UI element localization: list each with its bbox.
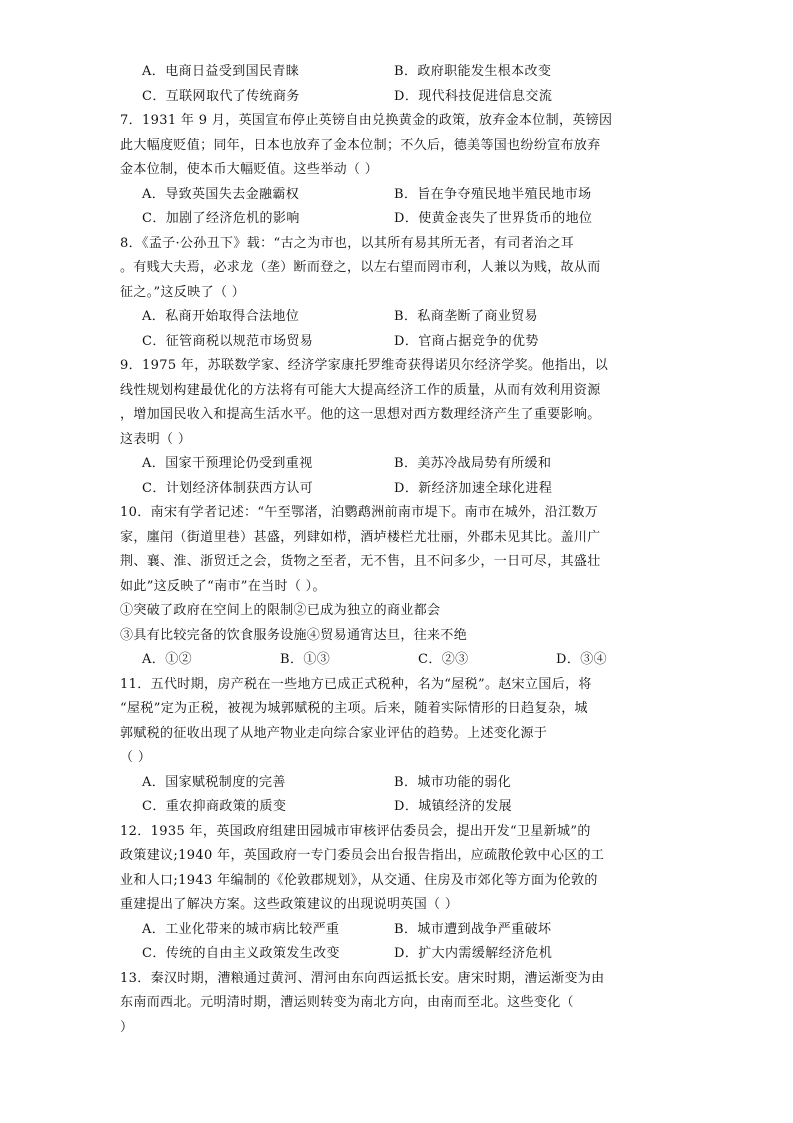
q8-stem-line: 征之。”这反映了（ ） xyxy=(120,284,246,300)
q8-option-b[interactable]: B．私商垄断了商业贸易 xyxy=(394,309,538,324)
q11-options-row-2 xyxy=(120,795,676,820)
q6-options-row-1 xyxy=(120,60,676,85)
exam-page xyxy=(120,60,676,1040)
q10-statement-line: ①突破了政府在空间上的限制②已成为独立的商业都会 xyxy=(120,603,441,618)
q12-option-a[interactable]: A．工业化带来的城市病比较严重 xyxy=(142,921,340,937)
q12-option-d[interactable]: D．扩大内需缓解经济危机 xyxy=(394,946,553,961)
q9-stem-line: 9．1975 年，苏联数学家、经济学家康托罗维奇获得诺贝尔经济学奖。他指出，以 xyxy=(120,358,609,373)
q10-stem-line: 10．南宋有学者记述：“午至鄂渚，泊鹦鹉洲前南市堤下。南市在城外，沿江数万 xyxy=(120,505,599,520)
q9-options-row-2 xyxy=(120,477,676,502)
q7-option-a[interactable]: A．导致英国失去金融霸权 xyxy=(142,186,300,202)
q6-options-row-2 xyxy=(120,85,676,110)
q11-stem-line: 郭赋税的征收出现了从地产物业走向综合家业评估的趋势。上述变化源于 xyxy=(120,725,548,741)
q8-option-a[interactable]: A．私商开始取得合法地位 xyxy=(142,309,300,324)
q6-option-d[interactable]: D．现代科技促进信息交流 xyxy=(394,88,553,104)
q8-stem-line: 8．《孟子·公孙丑下》载：“古之为市也，以其所有易其所无者，有司者治之耳 xyxy=(120,235,575,251)
q6-option-c[interactable]: C．互联网取代了传统商务 xyxy=(142,88,300,104)
q7-stem-line: 金本位制，使本币大幅贬值。这些举动（ ） xyxy=(120,162,379,177)
q10-option-c[interactable]: C．②③ xyxy=(418,652,469,667)
q10-option-a[interactable]: A．①② xyxy=(142,652,192,667)
q12-stem-line: 业和人口;1943 年编制的《伦敦郡规划》，从交通、住房及市郊化等方面为伦敦的 xyxy=(120,872,598,888)
q10-stem-line: 如此”这反映了“南市”在当时（ ）。 xyxy=(120,578,326,594)
q10-statement-line: ③具有比较完备的饮食服务设施④贸易通宵达旦，往来不绝 xyxy=(120,627,468,643)
q9-stem-line: ，增加国民收入和提高生活水平。他的这一思想对西方数理经济产生了重要影响。 xyxy=(120,407,601,422)
q7-options-row-2 xyxy=(120,207,676,232)
q9-option-c[interactable]: C．计划经济体制获西方认可 xyxy=(142,480,314,496)
q10-options-row xyxy=(120,648,676,673)
q11-option-d[interactable]: D．城镇经济的发展 xyxy=(394,799,513,814)
q9-option-a[interactable]: A．国家干预理论仍受到重视 xyxy=(142,456,313,471)
q13-stem-line: 13．秦汉时期，漕粮通过黄河、渭河由东向西运抵长安。唐宋时期，漕运渐变为由 xyxy=(120,970,605,986)
q11-stem-line: 11．五代时期，房产税在一些地方已成正式税种，名为“屋税”。赵宋立国后，将 xyxy=(120,676,592,692)
q11-stem-line: “屋税”定为正税，被视为城郭赋税的主项。后来，随着实际情形的日趋复杂，城 xyxy=(120,701,588,716)
q12-options-row-2 xyxy=(120,942,676,967)
q8-stem-line: 。有贱大夫焉，必求龙（垄）断而登之，以左右望而罔市利，人兼以为贱，故从而 xyxy=(120,260,601,275)
q9-option-d[interactable]: D．新经济加速全球化进程 xyxy=(394,480,553,496)
q9-stem-line: 线性规划构建最优化的方法将有可能大大提高经济工作的质量，从而有效利用资源 xyxy=(120,382,601,398)
q6-option-a[interactable]: A．电商日益受到国民青睐 xyxy=(142,64,300,79)
q9-options-row-1 xyxy=(120,452,676,477)
q12-stem-line: 12．1935 年，英国政府组建田园城市审核评估委员会，提出开发“卫星新城”的 xyxy=(120,823,591,839)
q9-stem-line: 这表明（ ） xyxy=(120,431,192,447)
q7-stem-line: 此大幅度贬值；同年，日本也放弃了金本位制；不久后，德美等国也纷纷宣布放弃 xyxy=(120,137,601,153)
q7-option-c[interactable]: C．加剧了经济危机的影响 xyxy=(142,211,300,226)
q11-option-c[interactable]: C．重农抑商政策的质变 xyxy=(142,799,287,814)
q12-stem-line: 政策建议;1940 年，英国政府一专门委员会出台报告指出，应疏散伦敦中心区的工 xyxy=(120,848,605,863)
q11-option-b[interactable]: B．城市功能的弱化 xyxy=(394,774,512,790)
q12-option-c[interactable]: C．传统的自由主义政策发生改变 xyxy=(142,946,340,961)
q8-options-row-1 xyxy=(120,305,676,330)
q10-option-d[interactable]: D．③④ xyxy=(556,652,608,667)
q12-stem-line: 重建提出了解决方案。这些政策建议的出现说明英国（ ） xyxy=(120,897,459,912)
q10-option-b[interactable]: B．①③ xyxy=(280,652,331,667)
q13-stem-line: ） xyxy=(120,1019,134,1035)
q10-stem-line: 荆、襄、淮、浙贸迁之会，货物之至者，无不售，且不问多少，一日可尽，其盛壮 xyxy=(120,554,601,569)
q11-stem-line: （ ） xyxy=(120,750,152,765)
q7-stem-line: 7．1931 年 9 月，英国宣布停止英镑自由兑换黄金的政策，放弃金本位制，英镑因 xyxy=(120,113,613,128)
q7-option-d[interactable]: D．使黄金丧失了世界货币的地位 xyxy=(394,211,593,226)
q7-options-row-1 xyxy=(120,183,676,208)
q13-stem-line: 东南而西北。元明清时期，漕运则转变为南北方向，由南而至北。这些变化（ xyxy=(120,995,574,1010)
q11-option-a[interactable]: A．国家赋税制度的完善 xyxy=(142,774,286,790)
q12-option-b[interactable]: B．城市遭到战争严重破坏 xyxy=(394,921,552,937)
q8-option-d[interactable]: D．官商占据竞争的优势 xyxy=(394,333,539,349)
q9-option-b[interactable]: B．美苏冷战局势有所缓和 xyxy=(394,456,552,471)
q12-options-row-1 xyxy=(120,918,676,943)
q7-option-b[interactable]: B．旨在争夺殖民地半殖民地市场 xyxy=(394,186,592,202)
q8-options-row-2 xyxy=(120,330,676,355)
q11-options-row-1 xyxy=(120,771,676,796)
q6-option-b[interactable]: B．政府职能发生根本改变 xyxy=(394,64,552,79)
q10-stem-line: 家，廛闬（街道里巷）甚盛，列肆如栉，酒垆楼栏尤壮丽，外郡未见其比。盖川广 xyxy=(120,529,601,545)
q8-option-c[interactable]: C．征管商税以规范市场贸易 xyxy=(142,333,314,349)
